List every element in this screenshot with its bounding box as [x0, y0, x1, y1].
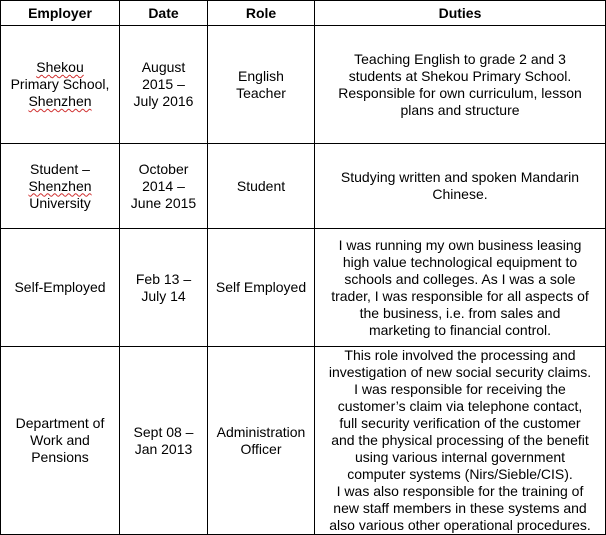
role-line: Self Employed	[215, 279, 307, 295]
duties-line: full security verification of the customer	[339, 415, 581, 431]
duties-cell	[315, 26, 606, 144]
duties-line: Responsible for own curriculum, lesson	[338, 84, 582, 101]
duties-line: also various other operational procedures.	[329, 517, 591, 533]
duties-line: using various internal government	[354, 449, 566, 465]
duties-line: Studying written and spoken Mandarin	[340, 169, 580, 185]
duties-line: trader, I was responsible for all aspects of	[331, 287, 589, 304]
role-cell	[208, 229, 315, 347]
role-line: English	[238, 67, 284, 84]
date-line: October	[138, 160, 189, 177]
role-line: Student	[236, 177, 286, 194]
employer-line: University	[29, 194, 91, 211]
date-line: Jan 2013	[134, 440, 193, 457]
date-line: 2014 –	[142, 177, 185, 194]
table-row	[1, 144, 606, 229]
table-row	[1, 229, 606, 347]
table-row	[1, 26, 606, 144]
duties-line: Teaching English to grade 2 and 3	[354, 50, 566, 67]
employer-line: Self-Employed	[14, 279, 106, 295]
employer-line: Shekou	[36, 59, 84, 75]
duties-line: customer’s claim via telephone contact,	[337, 398, 583, 414]
date-line: July 2016	[133, 93, 194, 109]
date-cell	[120, 144, 208, 229]
duties-cell	[315, 229, 606, 347]
duties-line: schools and colleges. As I was a sole	[344, 270, 576, 287]
duties-cell	[315, 144, 606, 229]
duties-line: marketing to financial control.	[368, 321, 552, 338]
duties-line: I was responsible for receiving the	[354, 381, 566, 397]
header-employer: Employer	[1, 1, 120, 26]
header-date: Date	[120, 1, 208, 26]
duties-line: students at Shekou Primary School.	[348, 67, 572, 84]
employer-cell	[1, 144, 120, 229]
employer-line: Department of	[15, 415, 105, 431]
header-row	[1, 1, 606, 26]
role-line: Administration	[216, 423, 306, 440]
duties-line: I was running my own business leasing	[338, 236, 582, 253]
duties-line: I was also responsible for the training of	[336, 483, 584, 499]
employer-line: Work and	[30, 432, 90, 448]
duties-line: plans and structure	[400, 101, 520, 118]
date-cell	[120, 26, 208, 144]
date-line: June 2015	[130, 194, 197, 211]
role-cell	[208, 347, 315, 535]
date-line: Feb 13 –	[135, 270, 192, 287]
duties-line: Chinese.	[432, 186, 488, 202]
date-cell	[120, 229, 208, 347]
table-row	[1, 347, 606, 535]
role-line: Teacher	[236, 84, 286, 101]
employer-cell	[1, 26, 120, 144]
employer-cell	[1, 347, 120, 535]
date-line: August	[141, 59, 186, 75]
duties-line: investigation of new social security claims.	[328, 364, 592, 380]
employer-line: Shenzhen	[28, 93, 92, 109]
duties-line: the business, i.e. from sales and	[359, 304, 561, 321]
header-duties: Duties	[315, 1, 606, 26]
employer-line: Pensions	[31, 449, 89, 465]
duties-cell	[315, 347, 606, 535]
header-role: Role	[208, 1, 315, 26]
duties-line: and the physical processing of the benefit	[331, 432, 589, 448]
employer-line: Shenzhen	[28, 177, 92, 194]
employer-line: Primary School,	[10, 76, 110, 92]
duties-line: high value technological equipment to	[342, 253, 578, 270]
role-line: Officer	[240, 440, 282, 457]
role-cell	[208, 26, 315, 144]
duties-line: This role involved the processing and	[344, 347, 576, 363]
date-line: Sept 08 –	[133, 423, 194, 440]
employer-cell	[1, 229, 120, 347]
employer-line: Student –	[30, 160, 90, 177]
duties-line: computer systems (Nirs/Sieble/CIS).	[347, 466, 573, 482]
duties-line: new staff members in these systems and	[333, 500, 587, 516]
role-cell	[208, 144, 315, 229]
date-line: 2015 –	[142, 76, 185, 92]
date-cell	[120, 347, 208, 535]
date-line: July 14	[141, 287, 186, 304]
